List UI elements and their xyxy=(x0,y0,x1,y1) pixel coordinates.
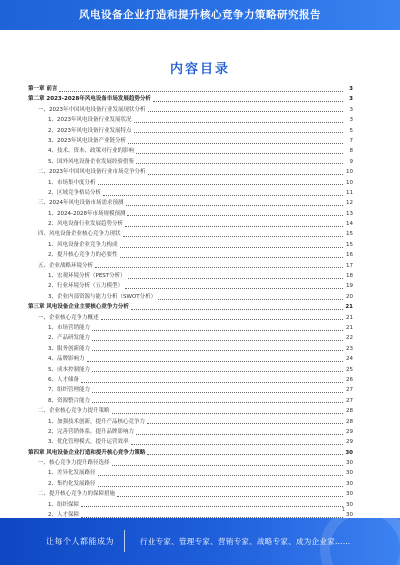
toc-entry-label: 4、技术、资本、政策对行业的影响 xyxy=(48,148,135,155)
toc-entry-page: 15 xyxy=(346,231,353,238)
toc-leader-dots xyxy=(92,392,343,393)
toc-entry-page: 11 xyxy=(346,189,353,196)
toc-entry[interactable] xyxy=(28,219,353,229)
toc-entry[interactable] xyxy=(28,458,353,468)
toc-leader-dots xyxy=(136,153,343,154)
toc-entry[interactable] xyxy=(28,126,353,136)
toc-entry[interactable] xyxy=(28,406,353,416)
toc-entry-page: 9 xyxy=(349,158,353,165)
toc-entry-label: 1、市场营销能力 xyxy=(48,324,90,331)
toc-title: 内容目录 xyxy=(169,62,230,77)
toc-entry-label: 3、优化管理模式，提升运营效率 xyxy=(48,439,129,446)
toc-leader-dots xyxy=(92,402,343,403)
toc-entry-label: 2、产品研发能力 xyxy=(48,335,90,342)
toc-leader-dots xyxy=(128,143,343,144)
toc-leader-dots xyxy=(120,247,343,248)
toc-leader-dots xyxy=(59,91,343,92)
toc-entry-page: 21 xyxy=(346,324,353,331)
toc-entry[interactable] xyxy=(28,281,353,291)
toc-entry-page: 3 xyxy=(349,106,353,113)
toc-leader-dots xyxy=(147,423,343,424)
toc-entry-label: 1、风电设备企业竞争力构成 xyxy=(48,241,118,248)
toc-entry[interactable] xyxy=(28,292,353,302)
toc-entry-page: 24 xyxy=(346,356,353,363)
toc-entry-page: 15 xyxy=(346,241,353,248)
toc-leader-dots xyxy=(101,319,343,320)
toc-entry[interactable] xyxy=(28,489,353,499)
toc-entry-label: 8、资源整合能力 xyxy=(48,397,90,404)
toc-entry-page: 30 xyxy=(346,491,353,498)
toc-entry[interactable] xyxy=(28,209,353,219)
report-title: 风电设备企业打造和提升核心竞争力策略研究报告 xyxy=(79,9,321,21)
toc-entry-label: 第四章 风电设备企业打造和提升核心竞争力策略 xyxy=(28,449,146,456)
footer-divider xyxy=(124,530,125,552)
toc-entry[interactable] xyxy=(28,261,353,271)
toc-entry-page: 29 xyxy=(346,428,353,435)
toc-entry[interactable] xyxy=(28,354,353,364)
toc-leader-dots xyxy=(123,236,343,237)
toc-entry[interactable] xyxy=(28,396,353,406)
toc-entry-label: 第二章 2023-2028年风电设备市场发展趋势分析 xyxy=(28,96,151,103)
toc-leader-dots xyxy=(92,350,343,351)
toc-entry-label: 3、2023年风电设备产业链分析 xyxy=(48,137,126,144)
toc-entry-page: 27 xyxy=(346,387,353,394)
toc-leader-dots xyxy=(95,267,343,268)
toc-leader-dots xyxy=(92,340,343,341)
toc-leader-dots xyxy=(112,465,343,466)
toc-entry[interactable] xyxy=(28,375,353,385)
toc-entry-label: 一、企业核心竞争力概述 xyxy=(38,314,99,321)
toc-leader-dots xyxy=(131,309,343,310)
toc-entry[interactable] xyxy=(28,365,353,375)
toc-entry-page: 13 xyxy=(346,210,353,217)
toc-entry[interactable] xyxy=(28,448,353,458)
toc-leader-dots xyxy=(147,454,343,455)
toc-entry-page: 30 xyxy=(346,512,353,519)
toc-entry[interactable] xyxy=(28,240,353,250)
toc-entry-label: 1、差异化发展路径 xyxy=(48,470,96,477)
toc-entry[interactable] xyxy=(28,437,353,447)
toc-entry-label: 一、核心竞争力提升路径选择 xyxy=(38,460,110,467)
toc-leader-dots xyxy=(128,278,343,279)
toc-entry[interactable] xyxy=(28,302,353,312)
toc-leader-dots xyxy=(98,486,344,487)
toc-leader-dots xyxy=(120,257,343,258)
toc-entry[interactable] xyxy=(28,115,353,125)
toc-entry-page: 10 xyxy=(346,169,353,176)
toc-entry-label: 二、提升核心竞争力的保障措施 xyxy=(38,491,116,498)
toc-entry[interactable] xyxy=(28,333,353,343)
footer-tagline: 行业专家、管理专家、营销专家、战略专家、成为企业家…… xyxy=(140,537,351,546)
toc-entry-page: 30 xyxy=(345,449,353,456)
toc-leader-dots xyxy=(98,475,344,476)
toc-entry-page: 3 xyxy=(349,96,353,103)
toc-entry-label: 二、2023年中国风电设备行业市场竞争分析 xyxy=(38,169,146,176)
toc-entry[interactable] xyxy=(28,427,353,437)
toc-entry-page: 28 xyxy=(346,408,353,415)
toc-entry[interactable] xyxy=(28,157,353,167)
footer-banner xyxy=(0,518,400,565)
toc-leader-dots xyxy=(131,444,343,445)
toc-entry-page: 12 xyxy=(346,200,353,207)
toc-leader-dots xyxy=(112,413,343,414)
toc-entry[interactable] xyxy=(28,479,353,489)
toc-leader-dots xyxy=(127,215,343,216)
report-header xyxy=(0,0,400,30)
toc-entry-page: 20 xyxy=(346,293,353,300)
toc-leader-dots xyxy=(81,382,343,383)
toc-entry[interactable] xyxy=(28,167,353,177)
toc-leader-dots xyxy=(153,101,343,102)
toc-entry-page: 30 xyxy=(346,470,353,477)
toc-entry[interactable] xyxy=(28,105,353,115)
toc-entry[interactable] xyxy=(28,178,353,188)
toc-leader-dots xyxy=(148,111,344,112)
toc-entry-label: 5、国外风电设备企业发展经验借鉴 xyxy=(48,158,135,165)
toc-leader-dots xyxy=(158,299,343,300)
toc-entry[interactable] xyxy=(28,136,353,146)
toc-entry[interactable] xyxy=(28,271,353,281)
toc-entry[interactable] xyxy=(28,188,353,198)
toc-entry-label: 2、完善营销体系，提升品牌影响力 xyxy=(48,428,135,435)
toc-leader-dots xyxy=(148,174,344,175)
toc-entry-page: 30 xyxy=(346,501,353,508)
toc-entry-label: 3、服务创新能力 xyxy=(48,345,90,352)
toc-entry-page: 18 xyxy=(346,273,353,280)
toc-entry-page: 27 xyxy=(346,397,353,404)
toc-entry-page: 5 xyxy=(349,127,353,134)
toc-entry-label: 四、风电设备企业核心竞争力现状 xyxy=(38,231,121,238)
toc-entry[interactable] xyxy=(28,385,353,395)
table-of-contents xyxy=(28,84,353,526)
toc-entry-label: 1、2024-2028年市场规模预测 xyxy=(48,210,126,217)
page-number: 1 xyxy=(342,507,346,513)
toc-entry-label: 第一章 前言 xyxy=(28,86,58,92)
toc-leader-dots xyxy=(134,122,344,123)
toc-entry-page: 23 xyxy=(346,345,353,352)
toc-entry-label: 1、宏观环境分析（PEST分析） xyxy=(48,273,126,280)
toc-entry-label: 2、提升核心竞争力的必要性 xyxy=(48,252,118,259)
toc-entry-label: 1、2023年风电设备行业发展状况 xyxy=(48,117,132,124)
toc-entry-label: 二、企业核心竞争力提升策略 xyxy=(38,408,110,415)
toc-entry-label: 五、企业战略环境分析 xyxy=(38,262,94,269)
toc-entry-label: 2、行业环境分析（五力模型） xyxy=(48,283,124,290)
toc-entry-page: 22 xyxy=(346,335,353,342)
toc-entry[interactable] xyxy=(28,229,353,239)
toc-leader-dots xyxy=(92,371,343,372)
toc-entry[interactable] xyxy=(28,468,353,478)
toc-entry[interactable] xyxy=(28,417,353,427)
toc-entry-page: 29 xyxy=(346,439,353,446)
toc-entry-label: 4、品牌影响力 xyxy=(48,356,85,363)
toc-leader-dots xyxy=(126,205,344,206)
toc-entry-page: 7 xyxy=(349,137,353,144)
toc-entry-page: 25 xyxy=(346,366,353,373)
toc-entry-page: 3 xyxy=(349,86,353,92)
toc-entry[interactable] xyxy=(28,250,353,260)
toc-entry-page: 19 xyxy=(346,283,353,290)
toc-entry[interactable] xyxy=(28,323,353,333)
toc-entry-page: 30 xyxy=(346,460,353,467)
toc-entry-label: 2、风电设备行业发展趋势分析 xyxy=(48,221,124,228)
toc-entry-label: 2、2023年风电设备行业发展特点 xyxy=(48,127,132,134)
toc-entry-page: 16 xyxy=(346,252,353,259)
toc-entry-label: 6、人才储备 xyxy=(48,376,79,383)
toc-entry-page: 21 xyxy=(346,314,353,321)
toc-entry-label: 3、企业内部资源与能力分析（SWOT分析） xyxy=(48,293,157,300)
toc-entry-page: 3 xyxy=(349,117,353,124)
toc-entry[interactable] xyxy=(28,146,353,156)
toc-entry-label: 1、组织保障 xyxy=(48,501,79,508)
toc-leader-dots xyxy=(92,330,343,331)
toc-entry[interactable] xyxy=(28,344,353,354)
footer-slogan: 让每个人都能成为 xyxy=(46,537,114,546)
toc-leader-dots xyxy=(98,184,344,185)
toc-entry-label: 第三章 风电设备企业主要核心竞争力分析 xyxy=(28,304,129,311)
toc-leader-dots xyxy=(134,132,344,133)
toc-entry-page: 17 xyxy=(346,262,353,269)
toc-entry[interactable] xyxy=(28,313,353,323)
toc-entry-label: 一、2023年中国风电设备行业发展现状分析 xyxy=(38,106,146,113)
toc-entry-page: 14 xyxy=(346,221,353,228)
toc-leader-dots xyxy=(136,434,343,435)
toc-entry[interactable] xyxy=(28,94,353,104)
toc-leader-dots xyxy=(117,496,343,497)
toc-entry-label: 2、人才保障 xyxy=(48,512,79,519)
toc-entry-page: 28 xyxy=(346,418,353,425)
toc-entry-page: 30 xyxy=(346,480,353,487)
toc-entry-label: 7、组织管理能力 xyxy=(48,387,90,394)
toc-leader-dots xyxy=(87,361,344,362)
toc-entry-label: 1、市场集中度分析 xyxy=(48,179,96,186)
toc-entry[interactable] xyxy=(28,84,353,94)
toc-entry-label: 2、区域竞争格局分析 xyxy=(48,189,101,196)
toc-entry-label: 1、加强技术创新，提升产品核心竞争力 xyxy=(48,418,146,425)
toc-entry-label: 2、集约化发展路径 xyxy=(48,480,96,487)
toc-entry-page: 26 xyxy=(346,376,353,383)
toc-entry-label: 5、成本控制能力 xyxy=(48,366,90,373)
toc-leader-dots xyxy=(136,163,343,164)
toc-leader-dots xyxy=(103,195,343,196)
toc-entry[interactable] xyxy=(28,198,353,208)
toc-entry-page: 21 xyxy=(345,304,353,311)
toc-leader-dots xyxy=(125,226,343,227)
toc-leader-dots xyxy=(125,288,343,289)
toc-entry-label: 三、2024年风电设备市场需求预测 xyxy=(38,200,124,207)
toc-entry-page: 8 xyxy=(349,148,353,155)
toc-leader-dots xyxy=(81,506,343,507)
toc-entry[interactable] xyxy=(28,500,353,510)
toc-entry-page: 10 xyxy=(346,179,353,186)
